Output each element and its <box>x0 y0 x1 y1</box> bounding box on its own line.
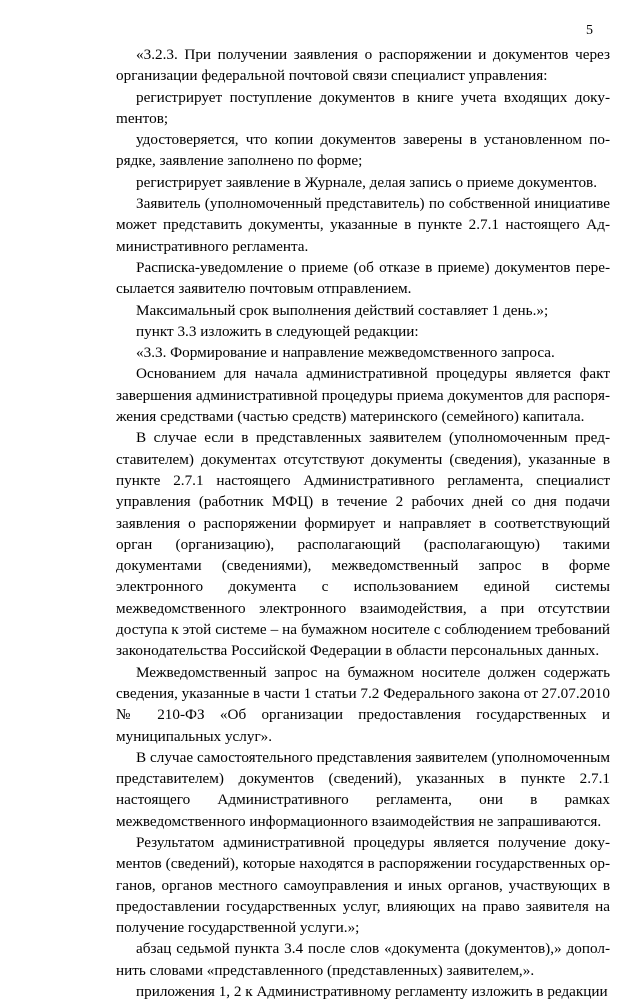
paragraph: В случае если в представленных заявителем (уполномоченным представителем) документах отсутствуют документы (сведения), указанные в пункте 2.7.1 настоящего Административного регламента, специалист управления (работник МФЦ) в течение 2 рабочих дней со дня подачи заявления о распоряжении формирует и направляет в соответствующий орган (организацию), располагающий (располагающую) такими документами (сведениями), межведомственный запрос в форме электронного документа с использованием единой системы межведомственного электронного взаимодействия, а при отсутствии доступа к этой системе – на бумажном носителе с соблюдением требований законодательства Российской Федерации в области персональных данных. <box>116 429 610 660</box>
document-body <box>116 44 610 1002</box>
paragraph: Максимальный срок выполнения действий составляет 1 день.»; <box>136 301 549 319</box>
paragraph: Заявитель (уполномоченный представитель) по собственной инициативе может представить документы, указанные в пункте 2.7.1 настоящего Административного регламента. <box>116 195 610 255</box>
paragraph: удостоверяется, что копии документов заверены в установленном порядке, заявление заполнено по форме; <box>116 131 610 170</box>
paragraph: Расписка-уведомление о приеме (об отказе в приеме) документов пересылается заявителю почтовым отправлением. <box>116 258 610 298</box>
paragraph: регистрирует заявление в Журнале, делая запись о приеме документов. <box>136 173 597 191</box>
paragraph: приложения 1, 2 к Административному регламенту изложить в редакции <box>136 983 608 1001</box>
paragraph: пункт 3.3 изложить в следующей редакции: <box>136 322 419 340</box>
paragraph: В случае самостоятельного представления заявителем (уполномоченным представителем) документов (сведений), указанных в пункте 2.7.1 настоящего Административного регламента, они в рамках межведомственного информационного взаимодействия не запрашиваются. <box>116 748 610 830</box>
paragraph: абзац седьмой пункта 3.4 после слов «документа (документов),» дополнить словами «представленного (представленных) заявителем,». <box>116 940 610 979</box>
page-number: 5 <box>586 23 593 38</box>
paragraph: «3.2.3. При получении заявления о распоряжении и документов через организации федеральной почтовой связи специалист управления: <box>116 46 610 85</box>
paragraph: Межведомственный запрос на бумажном носителе должен содержать сведения, указанные в части 1 статьи 7.2 Федерального закона от 27.07.2010 № 210-ФЗ «Об организации предоставления государственных и муниципальных услуг». <box>116 663 610 745</box>
paragraph: Основанием для начала административной процедуры является факт завершения административной процедуры приема документов для распоряжения средствами (частью средств) материнского (семейного) капитала. <box>116 365 610 426</box>
paragraph: регистрирует поступление документов в книге учета входящих докуmентов; <box>116 88 610 127</box>
paragraph: «3.3. Формирование и направление межведомственного запроса. <box>136 344 555 362</box>
paragraph: Результатом административной процедуры является получение документов (сведений), которые находятся в распоряжении государственных органов, органов местного самоуправления и иных органов, участвующих в предоставлении государственных услуг, влияющих на право заявителя на получение государственной услуги.»; <box>116 833 610 937</box>
